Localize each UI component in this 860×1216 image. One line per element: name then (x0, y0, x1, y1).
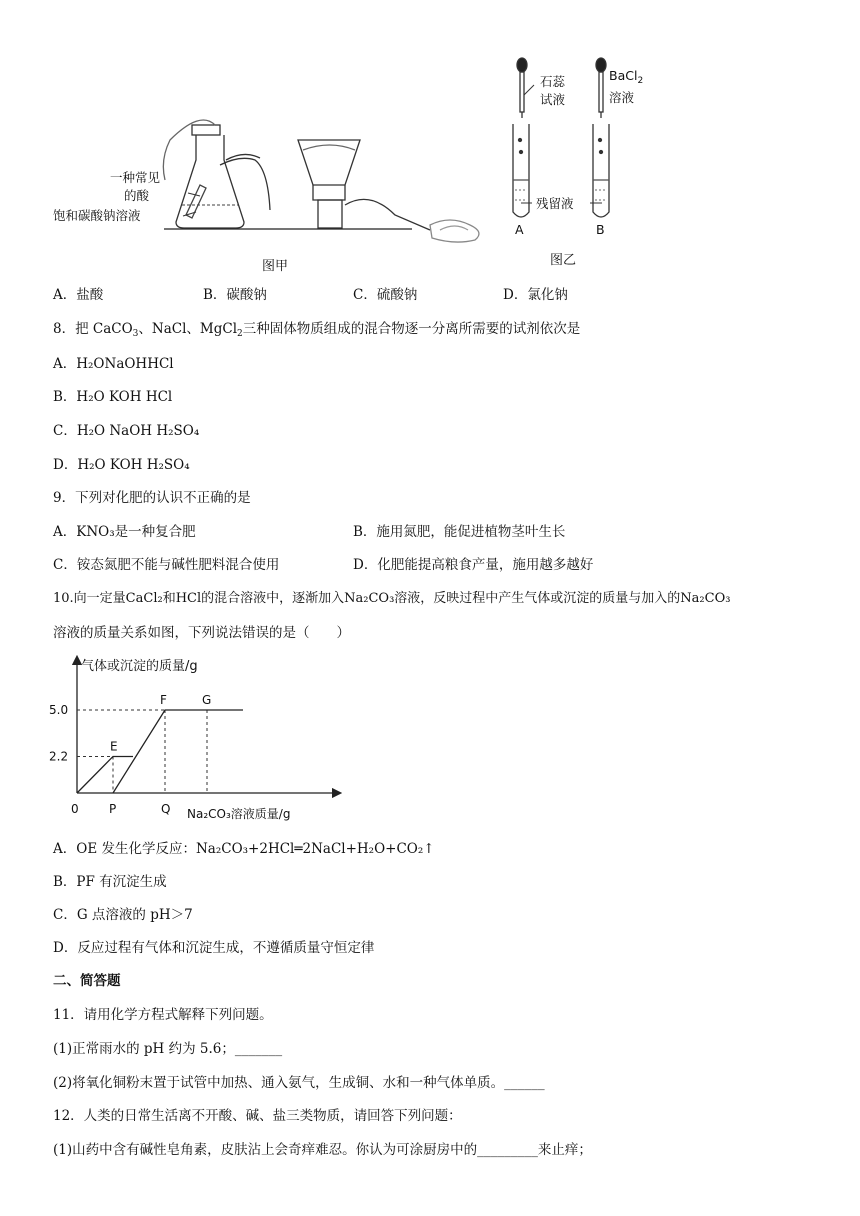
q10-option-b: B．PF 有沉淀生成 (53, 874, 167, 890)
q11-stem: 11．请用化学方程式解释下列问题。 (53, 1007, 273, 1023)
q9-option-b: B．施用氮肥，能促进植物茎叶生长 (353, 524, 566, 540)
point-label-g: G (202, 693, 212, 707)
q11-part2: (2)将氧化铜粉末置于试管中加热、通入氨气，生成铜、水和一种气体单质。______ (53, 1075, 545, 1091)
q8-option-a: A．H₂ONaOHHCl (53, 356, 174, 372)
chart-marks (77, 693, 243, 793)
q10-option-d: D．反应过程有气体和沉淀生成，不遵循质量守恒定律 (53, 940, 375, 956)
tube-a-label: A (515, 222, 524, 237)
q8-option-d: D．H₂O KOH H₂SO₄ (53, 457, 190, 473)
x-tick-label: Q (161, 802, 171, 816)
label-litmus-2: 试液 (540, 92, 566, 107)
label-bacl2: BaCl$_2$ (609, 68, 644, 86)
caption-left: 图甲 (262, 259, 289, 274)
y-tick-label: 2.2 (49, 749, 69, 764)
tube-b-label: B (596, 222, 605, 237)
q10-stem-line2: 溶液的质量关系如图，下列说法错误的是（ ） (53, 625, 350, 641)
conical-flask (163, 120, 270, 228)
caption-right: 图乙 (550, 253, 577, 268)
label-bacl2-2: 溶液 (609, 90, 635, 105)
x-tick-label: 0 (71, 802, 79, 816)
q9-stem: 9．下列对化肥的认识不正确的是 (53, 490, 251, 506)
label-litmus-1: 石蕊 (540, 74, 566, 89)
x-axis-label: Na₂CO₃溶液质量/g (187, 807, 291, 821)
q12-stem: 12．人类的日常生活离不开酸、碱、盐三类物质，请回答下列问题： (53, 1108, 462, 1124)
point-label-e: E (110, 739, 118, 754)
x-tick-label: P (109, 802, 117, 816)
q9-option-a: A．KNO₃是一种复合肥 (53, 524, 196, 540)
y-tick-label: 5.0 (49, 703, 69, 717)
series-precipitate-line (113, 710, 243, 793)
label-residue: 残留液 (536, 196, 574, 211)
funnel-apparatus (298, 140, 479, 242)
q10-stem-line1: 10.向一定量CaCl₂和HCl的混合溶液中，逐渐加入Na₂CO₃溶液，反映过程中产生气体或沉淀的质量与加入的Na₂CO₃ (53, 591, 731, 606)
q9-option-c: C．铵态氮肥不能与碱性肥料混合使用 (53, 557, 280, 573)
q7-option-b: B．碳酸钠 (203, 287, 267, 303)
y-axis-label: 气体或沉淀的质量/g (81, 659, 198, 674)
bacl2-dropper (596, 58, 606, 118)
label-acid-2: 的酸 (124, 188, 150, 203)
q10-option-c: C．G 点溶液的 pH＞7 (53, 907, 193, 923)
label-acid-1: 一种常见 (110, 170, 161, 185)
q10-chart (45, 652, 345, 827)
point-label-f: F (160, 693, 167, 707)
section-title: 二、简答题 (53, 973, 121, 989)
label-solution: 饱和碳酸钠溶液 (53, 208, 141, 223)
q10-option-a: A．OE 发生化学反应：Na₂CO₃+2HCl═2NaCl+H₂O+CO₂↑ (53, 841, 435, 857)
q7-option-d: D．氯化钠 (503, 287, 568, 303)
q7-option-c: C．硫酸钠 (353, 287, 418, 303)
apparatus-figure (0, 0, 860, 280)
q8-option-c: C．H₂O NaOH H₂SO₄ (53, 423, 200, 439)
q9-option-d: D．化肥能提高粮食产量，施用越多越好 (353, 557, 594, 573)
q11-part1: (1)正常雨水的 pH 约为 5.6；_______ (53, 1041, 283, 1057)
chart-axes (49, 658, 337, 821)
litmus-dropper (517, 58, 527, 118)
q7-option-a: A．盐酸 (53, 287, 104, 303)
q12-part1: (1)山药中含有碱性皂角素，皮肤沾上会奇痒难忍。你认为可涂厨房中的_________来止痒； (53, 1142, 592, 1158)
q8-option-b: B．H₂O KOH HCl (53, 389, 173, 405)
q8-stem: 8．把 CaCO$_3$、NaCl、MgCl$_2$三种固体物质组成的混合物逐一分离所需要的试剂依次是 (53, 321, 581, 339)
